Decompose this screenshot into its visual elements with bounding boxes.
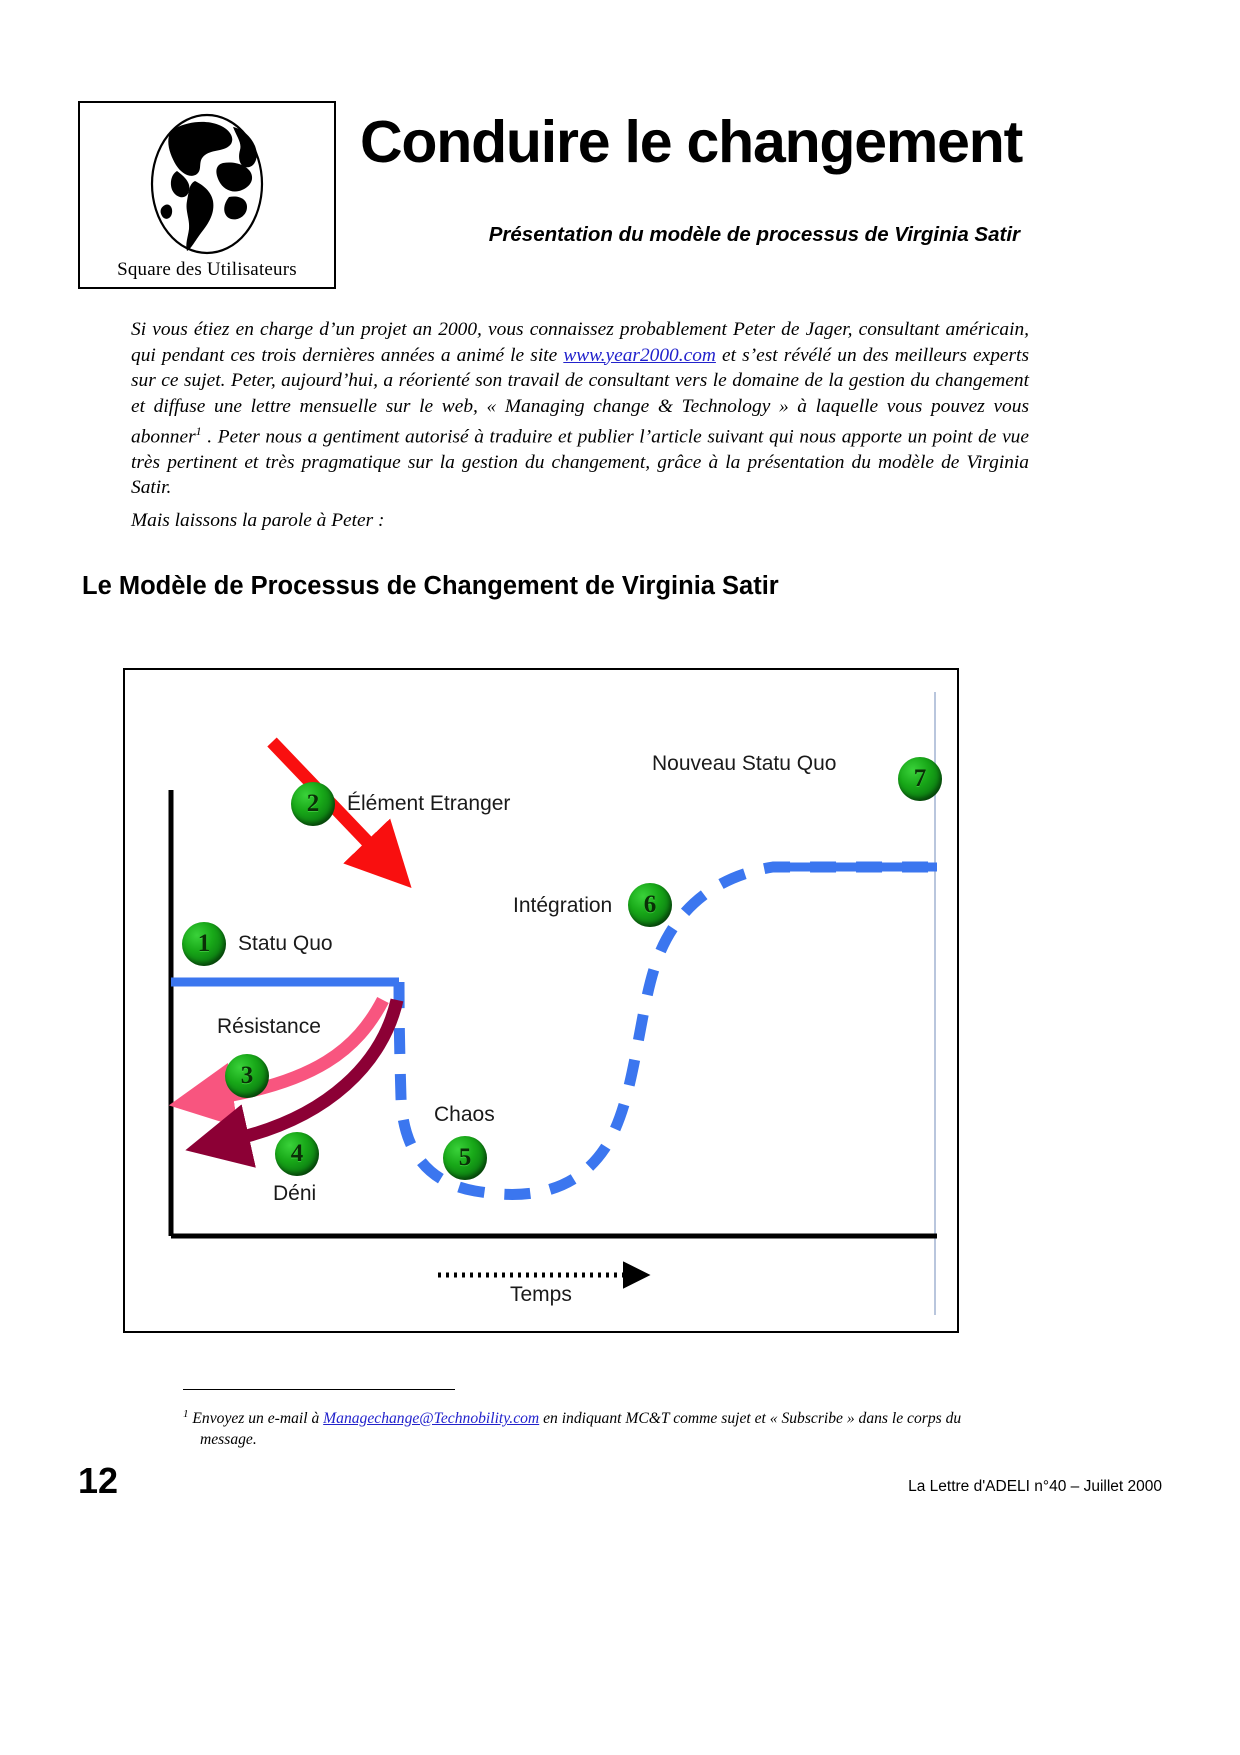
logo-caption: Square des Utilisateurs (117, 259, 297, 280)
badge-2 (291, 782, 335, 826)
satir-change-model-figure (123, 668, 959, 1333)
badge-5 (443, 1136, 487, 1180)
footnote-email-link[interactable]: Managechange@Technobility.com (323, 1410, 540, 1428)
section-heading: Le Modèle de Processus de Changement de Virginia Satir (82, 572, 779, 600)
globe-icon (80, 109, 334, 259)
footnote-separator (183, 1389, 455, 1390)
intro-paragraph (131, 317, 1029, 501)
badge-3 (225, 1054, 269, 1098)
label-deni: Déni (273, 1182, 317, 1205)
year2000-link[interactable]: www.year2000.com (563, 344, 716, 366)
badge-7 (898, 757, 942, 801)
badge-4-number: 4 (290, 1140, 304, 1167)
intro-text-part3: . Peter nous a gentiment autorisé à traduire et publier l’article suivant qui nous apporte un point de vue très pertinent et très pragmatique sur la gestion du changement, grâce à la présentation du modèle de Virginia Satir. (131, 426, 1029, 499)
footnote-marker-inline: 1 (195, 424, 202, 438)
footer-publication: La Lettre d'ADELI n°40 – Juillet 2000 (908, 1478, 1162, 1495)
footnote-text-before: Envoyez un e-mail à (188, 1410, 324, 1428)
intro-paragraph-2: Mais laissons la parole à Peter : (131, 510, 385, 531)
badge-1 (182, 922, 226, 966)
label-element-etranger: Élément Etranger (347, 792, 511, 815)
label-statu-quo: Statu Quo (238, 932, 333, 955)
label-resistance: Résistance (217, 1015, 321, 1038)
badge-6-number: 6 (643, 891, 657, 918)
footnote-text-line2: message. (200, 1431, 257, 1449)
label-nouveau-statu-quo: Nouveau Statu Quo (652, 752, 837, 775)
label-temps: Temps (510, 1283, 572, 1306)
badge-7-number: 7 (913, 765, 927, 792)
badge-2-number: 2 (306, 790, 320, 817)
badge-3-number: 3 (240, 1062, 254, 1089)
badge-1-number: 1 (197, 930, 211, 957)
intro-text-part1: Si vous étiez en charge d’un projet an 2000, vous connaissez probablement Peter de Jager, consultant américain, qui pendant ces trois dernières années a animé le site (131, 319, 1029, 366)
label-integration: Intégration (513, 894, 613, 917)
footnote-marker: 1 (183, 1408, 189, 1420)
label-chaos: Chaos (434, 1103, 495, 1126)
intro-text-part2: et s’est révélé un des meilleurs experts sur ce sujet. Peter, aujourd’hui, a réorienté son travail de consultant vers le domaine de la gestion du changement et diffuse une lettre mensuelle sur le web, « Managing change & Technology » à laquelle vous pouvez vous abonner (131, 344, 1029, 448)
badge-6 (628, 883, 672, 927)
page-number: 12 (78, 1460, 119, 1501)
page-subtitle: Présentation du modèle de processus de Virginia Satir (488, 223, 1020, 246)
footnote-text-after: en indiquant MC&T comme sujet et « Subscribe » dans le corps du (539, 1410, 962, 1428)
page-title: Conduire le changement (360, 109, 1023, 175)
badge-5-number: 5 (458, 1144, 472, 1171)
logo-box (78, 101, 336, 289)
footnote (183, 1404, 1033, 1450)
badge-4 (275, 1132, 319, 1176)
